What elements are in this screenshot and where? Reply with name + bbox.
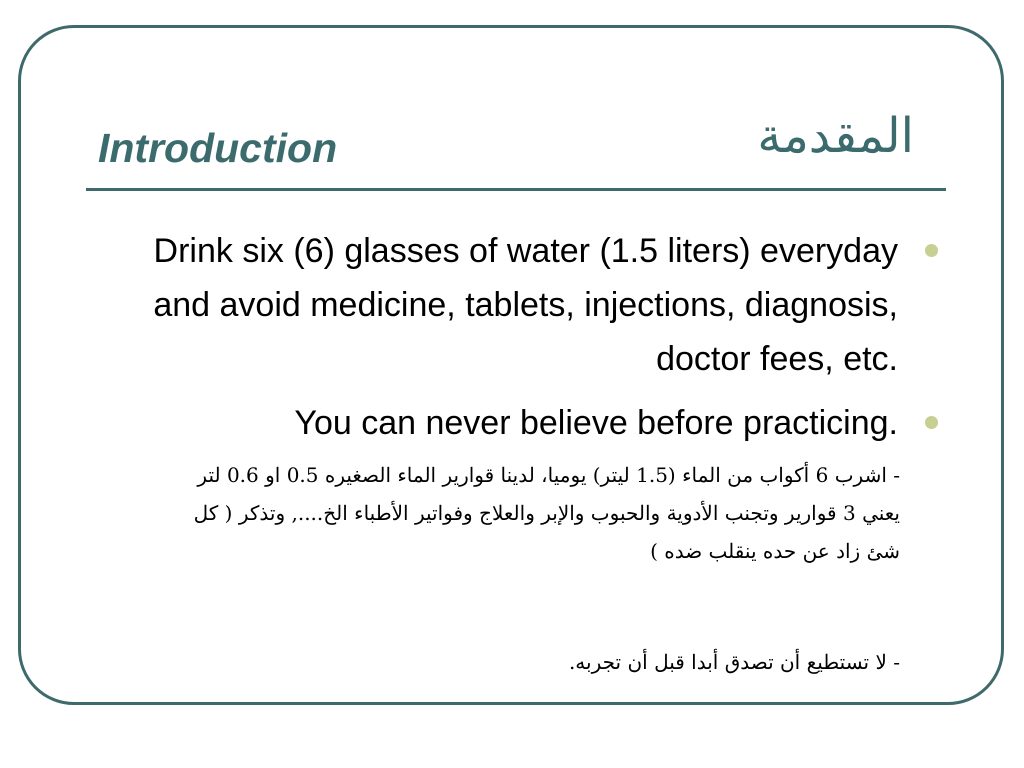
slide-title-english: Introduction [98,125,338,171]
bullet-text: Drink six (6) glasses of water (1.5 liters) everyday and avoid medicine, tablets, injections, diagnosis, doctor fees, etc. [153,232,898,378]
title-divider [86,188,946,191]
bullet-list [100,224,942,450]
bullet-item [100,224,942,386]
arabic-paragraph: - لا تستطيع أن تصدق أبدا قبل أن تجربه. [568,650,900,674]
bullet-dot-icon [925,244,938,257]
arabic-paragraph: - اشرب 6 أكواب من الماء (1.5 ليتر) يوميا، لدينا قوارير الماء الصغيره 0.5 او 0.6 لتر يعني 3 قوارير وتجنب الأدوية والحبوب والإبر والعلاج وفواتير الأطباء الخ...., وتذكر ( كل شئ زاد عن حده ينقلب ضده ) [193,463,900,563]
slide-title-arabic: المقدمة [757,108,914,164]
bullet-dot-icon [925,416,938,429]
bullet-item [100,396,942,450]
bullet-text: You can never believe before practicing. [294,404,898,442]
